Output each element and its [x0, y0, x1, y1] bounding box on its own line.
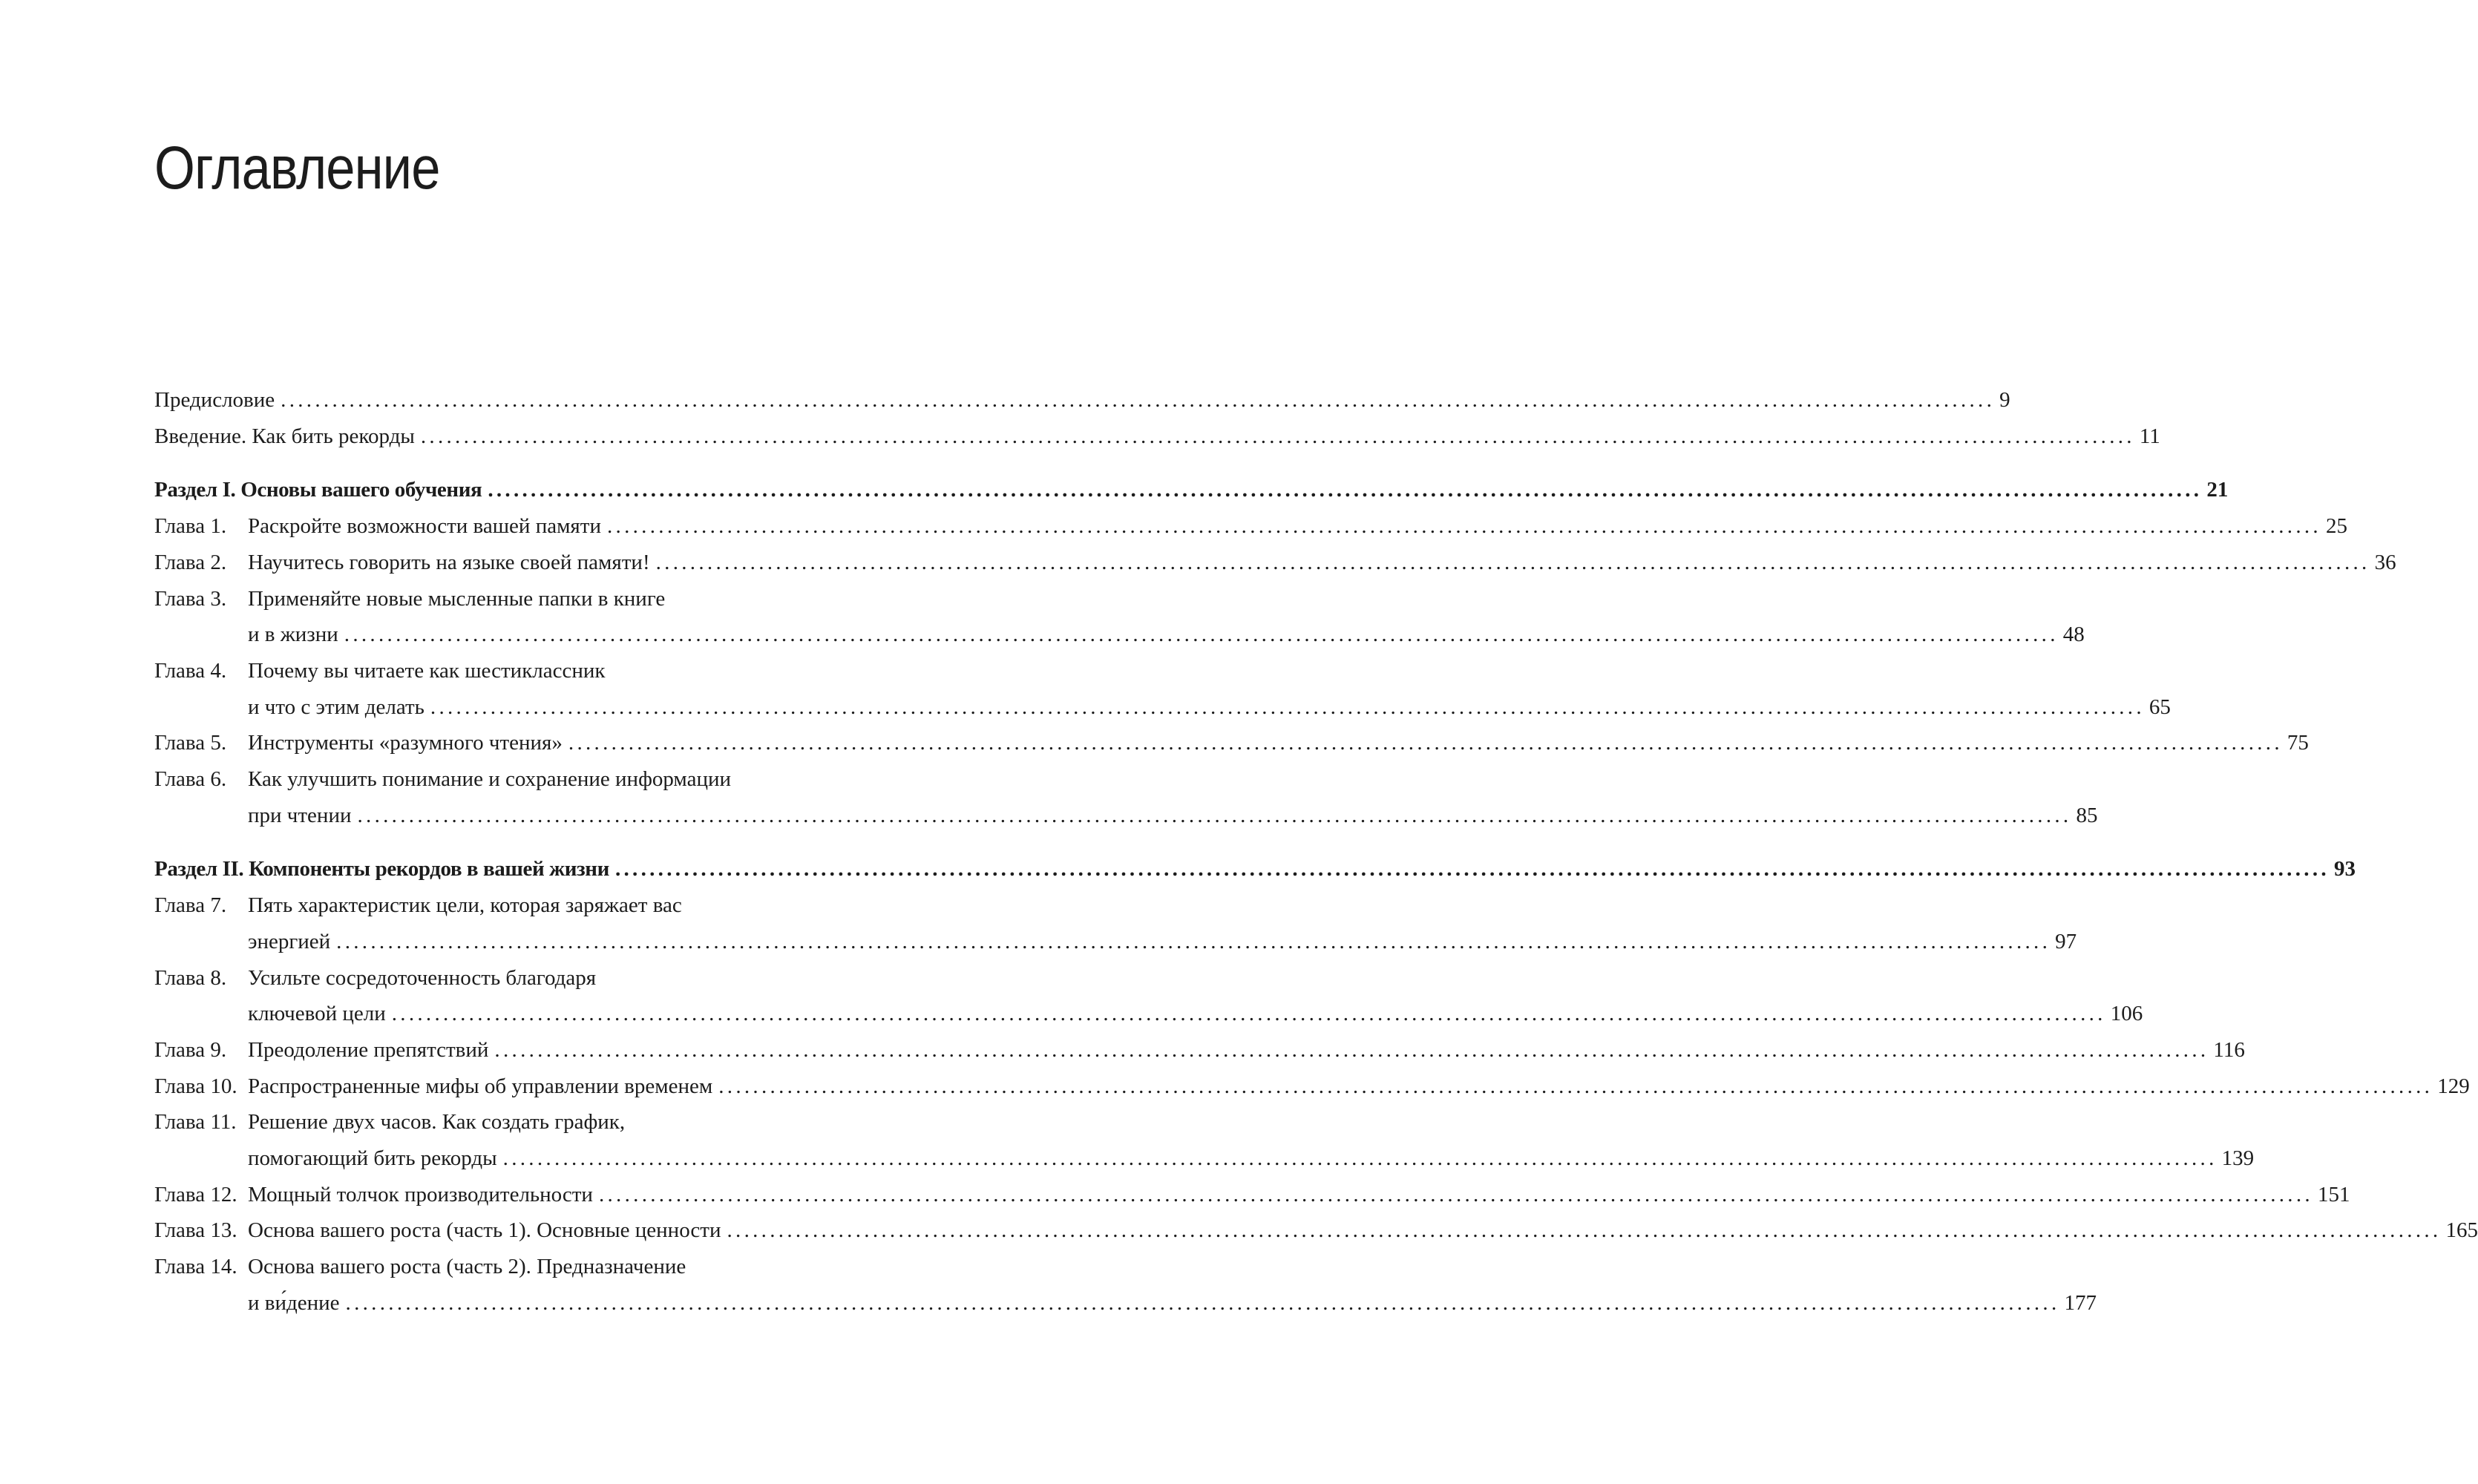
toc-entry — [154, 960, 2143, 1032]
entry-tail — [154, 418, 2160, 455]
page-number: 97 — [2055, 929, 2077, 953]
toc-entry-line — [154, 725, 2309, 761]
chapter-label: Глава 8. — [154, 965, 227, 990]
toc-entry-line — [154, 382, 2010, 418]
toc-entry — [154, 508, 2347, 545]
entry-tail — [248, 508, 2347, 545]
page-number: 116 — [2213, 1037, 2245, 1062]
toc-entry — [154, 653, 2171, 725]
entry-title: Раздел II. Компоненты рекордов в вашей жизни — [154, 857, 609, 881]
dot-leader: ........................................................................................................................................................................................................ — [336, 929, 2051, 953]
toc-entry-line — [154, 1212, 2478, 1249]
toc-entry-line — [154, 798, 2098, 834]
toc-entry-line — [154, 851, 2356, 887]
toc-entry-line — [154, 1177, 2350, 1213]
toc-section — [154, 851, 2356, 887]
toc-entry-line — [154, 887, 842, 924]
toc-entry — [154, 887, 2077, 959]
toc-entry-line — [154, 1104, 842, 1140]
toc-entry — [154, 761, 2098, 833]
toc-entry — [154, 382, 2010, 418]
dot-leader: ........................................................................................................................................................................................................ — [494, 1037, 2209, 1062]
dot-leader: ........................................................................................................................................................................................................ — [345, 1290, 2060, 1315]
toc-section — [154, 472, 2229, 508]
page-number: 85 — [2076, 803, 2098, 827]
chapter-label: Глава 2. — [154, 550, 227, 574]
page-number: 11 — [2139, 424, 2160, 448]
page-number: 93 — [2333, 857, 2356, 881]
entry-title: Пять характеристик цели, которая заряжает вас — [248, 893, 682, 918]
toc-entry-line — [154, 1140, 2255, 1177]
entry-title: Как улучшить понимание и сохранение информации — [248, 767, 732, 792]
toc-entry-line — [154, 1249, 842, 1285]
entry-title: Применяйте новые мысленные папки в книге — [248, 586, 666, 611]
dot-leader: ........................................................................................................................................................................................................ — [344, 623, 2059, 647]
toc-entry-line — [154, 1285, 2097, 1322]
entry-title: помогающий бить рекорды — [248, 1146, 497, 1171]
toc-entry — [154, 1212, 2478, 1249]
toc-entry-line — [154, 472, 2229, 508]
dot-leader: ........................................................................................................................................................................................................ — [606, 514, 2321, 539]
entry-title: Научитесь говорить на языке своей памяти! — [248, 550, 650, 574]
dot-leader: ........................................................................................................................................................................................................ — [430, 695, 2145, 719]
dot-leader: ........................................................................................................................................................................................................ — [502, 1146, 2218, 1171]
toc-entry-line — [154, 996, 2143, 1032]
entry-tail — [248, 617, 2085, 653]
entry-tail — [248, 924, 2077, 960]
table-of-contents — [154, 382, 2478, 1322]
entry-title: Предисловие — [154, 388, 275, 412]
dot-leader: ........................................................................................................................................................................................................ — [420, 424, 2135, 448]
chapter-label: Глава 6. — [154, 767, 227, 792]
entry-tail — [248, 545, 2396, 581]
toc-entry-line — [154, 1032, 2245, 1068]
toc-entry-line — [154, 761, 842, 798]
chapter-label: Глава 12. — [154, 1182, 237, 1206]
toc-entry-line — [154, 689, 2171, 726]
page-number: 48 — [2062, 623, 2085, 647]
entry-tail — [248, 1285, 2097, 1322]
page-number: 36 — [2374, 550, 2396, 574]
entry-tail — [248, 689, 2171, 726]
chapter-label: Глава 13. — [154, 1218, 237, 1243]
entry-tail — [248, 1177, 2350, 1213]
entry-title: Основа вашего роста (часть 2). Предназначение — [248, 1255, 686, 1279]
toc-entry-line — [154, 581, 842, 617]
chapter-label: Глава 3. — [154, 586, 227, 611]
entry-tail — [248, 1212, 2478, 1249]
toc-entry-line — [154, 617, 2085, 653]
toc-entry — [154, 418, 2160, 455]
dot-leader: ........................................................................................................................................................................................................ — [281, 388, 1996, 412]
entry-tail — [248, 798, 2098, 834]
chapter-label: Глава 9. — [154, 1037, 227, 1062]
chapter-label: Глава 4. — [154, 658, 227, 683]
page-number: 165 — [2445, 1218, 2478, 1243]
page-number: 65 — [2148, 695, 2171, 719]
toc-entry — [154, 1249, 2097, 1321]
toc-entry — [154, 581, 2085, 653]
entry-title: ключевой цели — [248, 1002, 386, 1026]
toc-entry — [154, 725, 2309, 761]
entry-title: при чтении — [248, 803, 352, 827]
entry-tail — [248, 1068, 2470, 1105]
chapter-label: Глава 5. — [154, 731, 227, 755]
chapter-label: Глава 1. — [154, 514, 227, 539]
page-number: 139 — [2221, 1146, 2255, 1171]
entry-title: энергией — [248, 929, 331, 953]
toc-entry-line — [154, 653, 842, 689]
entry-tail — [248, 725, 2309, 761]
toc-entry-line — [154, 960, 842, 997]
entry-title: Основа вашего роста (часть 1). Основные ценности — [248, 1218, 721, 1243]
entry-title: Мощный толчок производительности — [248, 1182, 593, 1206]
toc-entry — [154, 1177, 2350, 1213]
entry-title: и ви́дение — [248, 1290, 340, 1315]
page-title: Оглавление — [154, 134, 440, 202]
page-number: 177 — [2064, 1290, 2097, 1315]
toc-entry — [154, 545, 2396, 581]
entry-title: Преодоление препятствий — [248, 1037, 489, 1062]
entry-title: Раздел I. Основы вашего обучения — [154, 478, 482, 502]
toc-entry-line — [154, 924, 2077, 960]
page-number: 75 — [2287, 731, 2309, 755]
chapter-label: Глава 7. — [154, 893, 227, 918]
page-number: 25 — [2325, 514, 2347, 539]
page-number: 151 — [2317, 1182, 2350, 1206]
entry-title: Раскройте возможности вашей памяти — [248, 514, 601, 539]
entry-tail — [248, 1032, 2245, 1068]
dot-leader: ........................................................................................................................................................................................................ — [718, 1074, 2433, 1098]
page-number: 106 — [2110, 1002, 2143, 1026]
dot-leader: ........................................................................................................................................................................................................ — [655, 550, 2370, 574]
entry-title: Введение. Как бить рекорды — [154, 424, 415, 448]
entry-title: Инструменты «разумного чтения» — [248, 731, 563, 755]
chapter-label: Глава 11. — [154, 1110, 237, 1135]
entry-tail — [154, 472, 2229, 508]
entry-tail — [248, 996, 2143, 1032]
entry-title: Решение двух часов. Как создать график, — [248, 1110, 626, 1135]
toc-entry-line — [154, 545, 2396, 581]
page-number: 129 — [2437, 1074, 2470, 1098]
toc-entry-line — [154, 1068, 2470, 1105]
entry-title: и что с этим делать — [248, 695, 425, 719]
dot-leader: ........................................................................................................................................................................................................ — [357, 803, 2072, 827]
page-number: 21 — [2206, 478, 2229, 502]
entry-title: Распространенные мифы об управлении временем — [248, 1074, 713, 1098]
toc-entry-line — [154, 508, 2347, 545]
dot-leader: ........................................................................................................................................................................................................ — [727, 1218, 2442, 1243]
entry-tail — [154, 851, 2356, 887]
chapter-label: Глава 14. — [154, 1255, 237, 1279]
toc-entry — [154, 1032, 2245, 1068]
entry-title: Усильте сосредоточенность благодаря — [248, 965, 597, 990]
dot-leader: ........................................................................................................................................................................................................ — [614, 857, 2330, 881]
entry-title: и в жизни — [248, 623, 338, 647]
toc-entry — [154, 1068, 2470, 1105]
entry-title: Почему вы читаете как шестиклассник — [248, 658, 606, 683]
toc-entry-line — [154, 418, 2160, 455]
toc-entry — [154, 1104, 2255, 1176]
chapter-label: Глава 10. — [154, 1074, 237, 1098]
dot-leader: ........................................................................................................................................................................................................ — [391, 1002, 2106, 1026]
entry-tail — [154, 382, 2010, 418]
page-number: 9 — [1999, 388, 2010, 412]
dot-leader: ........................................................................................................................................................................................................ — [488, 478, 2203, 502]
entry-tail — [248, 1140, 2255, 1177]
dot-leader: ........................................................................................................................................................................................................ — [598, 1182, 2313, 1206]
dot-leader: ........................................................................................................................................................................................................ — [568, 731, 2283, 755]
